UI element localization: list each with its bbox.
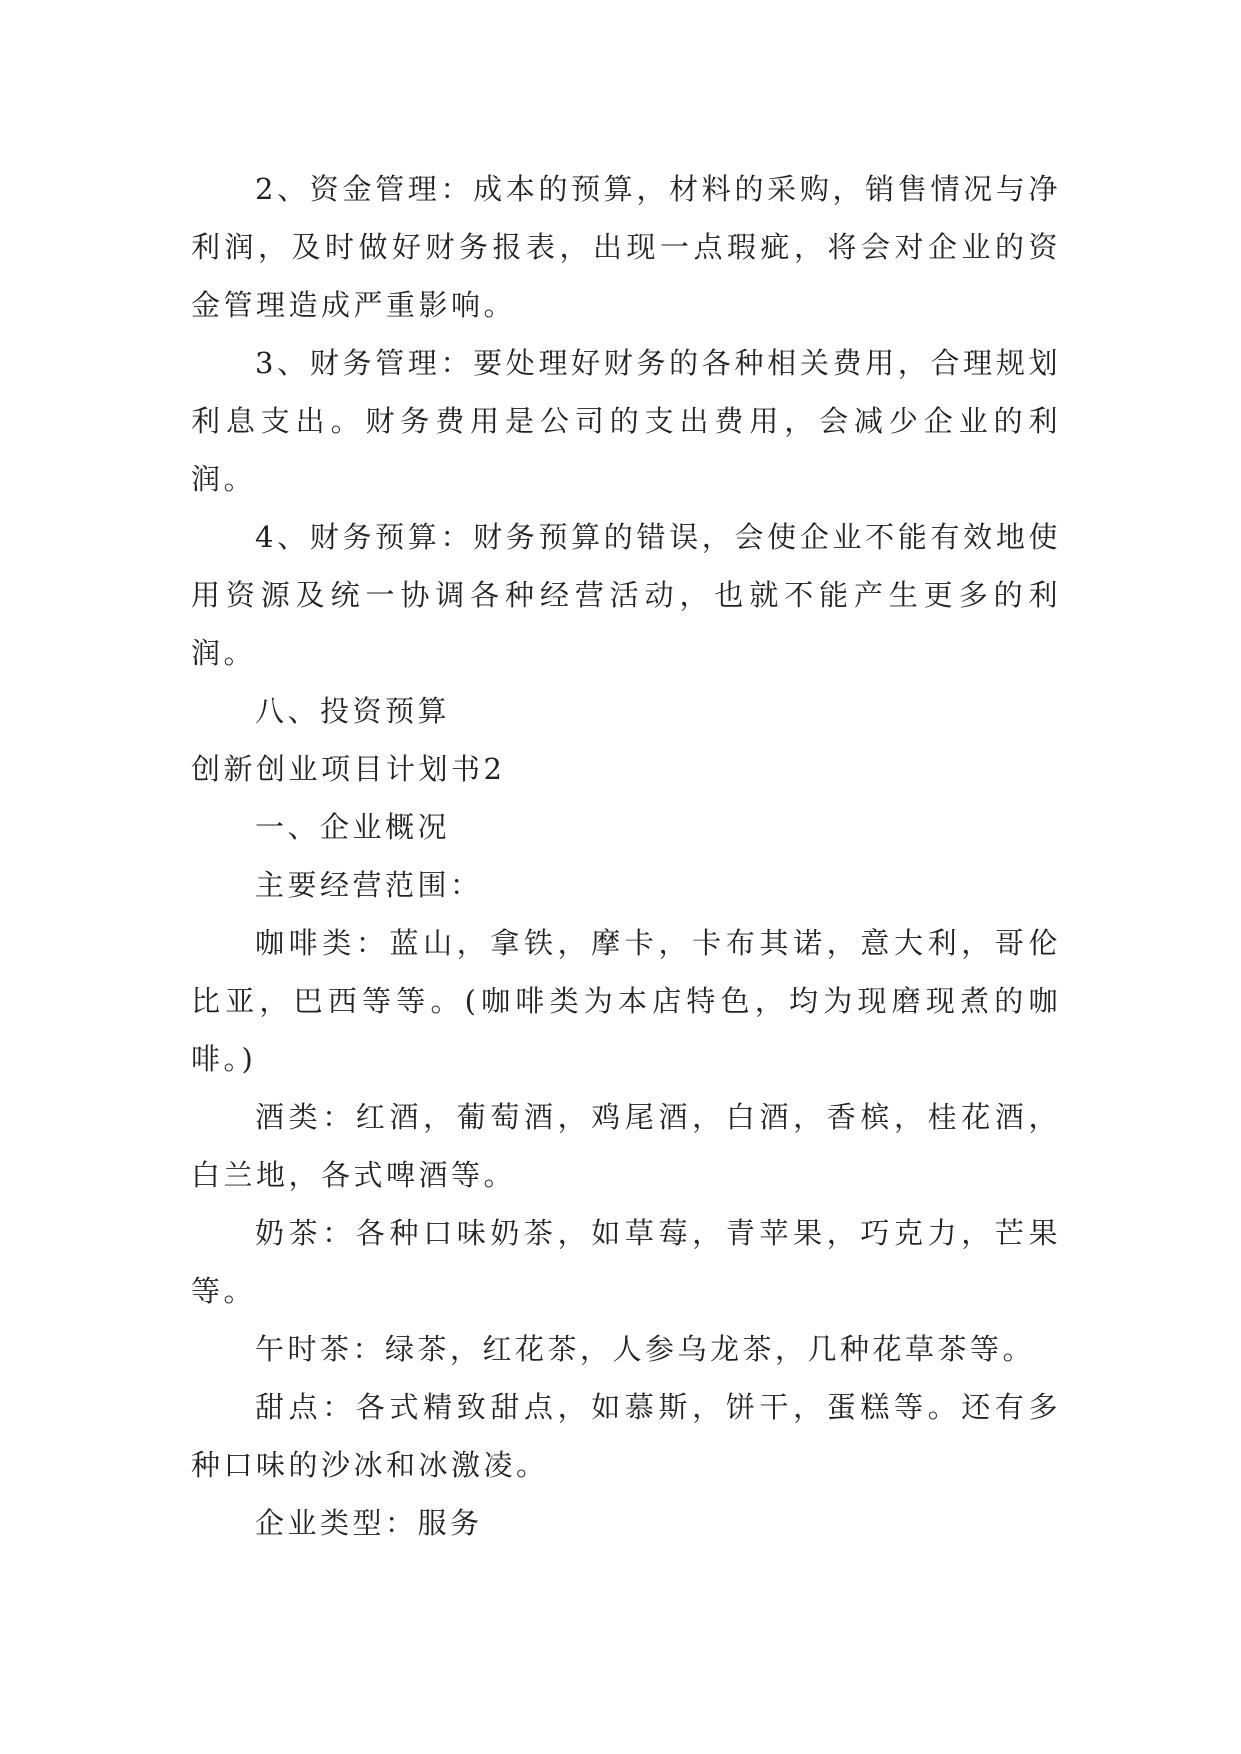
paragraph-liquor: 酒类：红酒，葡萄酒，鸡尾酒，白酒，香槟，桂花酒，白兰地，各式啤酒等。 [191, 1100, 1061, 1192]
paragraph-financial-budget: 4、财务预算：财务预算的错误，会使企业不能有效地使用资源及统一协调各种经营活动，也就不能产生更多的利润。 [191, 520, 1061, 670]
paragraph-milk-tea: 奶茶：各种口味奶茶，如草莓，青苹果，巧克力，芒果等。 [191, 1216, 1061, 1308]
paragraph-business-type: 企业类型：服务 [255, 1506, 483, 1540]
heading-company-overview: 一、企业概况 [255, 810, 451, 844]
document-title-plan-2: 创新创业项目计划书2 [191, 752, 506, 786]
paragraph-coffee: 咖啡类：蓝山，拿铁，摩卡，卡布其诺，意大利，哥伦比亚，巴西等等。(咖啡类为本店特色，均为现磨现煮的咖啡。) [191, 926, 1061, 1076]
document-body [191, 160, 1061, 1552]
paragraph-afternoon-tea: 午时茶：绿茶，红花茶，人参乌龙茶，几种花草茶等。 [255, 1332, 1036, 1366]
paragraph-capital-management: 2、资金管理：成本的预算，材料的采购，销售情况与净利润，及时做好财务报表，出现一点瑕疵，将会对企业的资金管理造成严重影响。 [191, 172, 1061, 322]
heading-investment-budget: 八、投资预算 [255, 694, 451, 728]
paragraph-desserts: 甜点：各式精致甜点，如慕斯，饼干，蛋糕等。还有多种口味的沙冰和冰激凌。 [191, 1390, 1061, 1482]
paragraph-financial-management: 3、财务管理：要处理好财务的各种相关费用，合理规划利息支出。财务费用是公司的支出费用，会减少企业的利润。 [191, 346, 1061, 496]
label-business-scope: 主要经营范围： [255, 868, 483, 902]
